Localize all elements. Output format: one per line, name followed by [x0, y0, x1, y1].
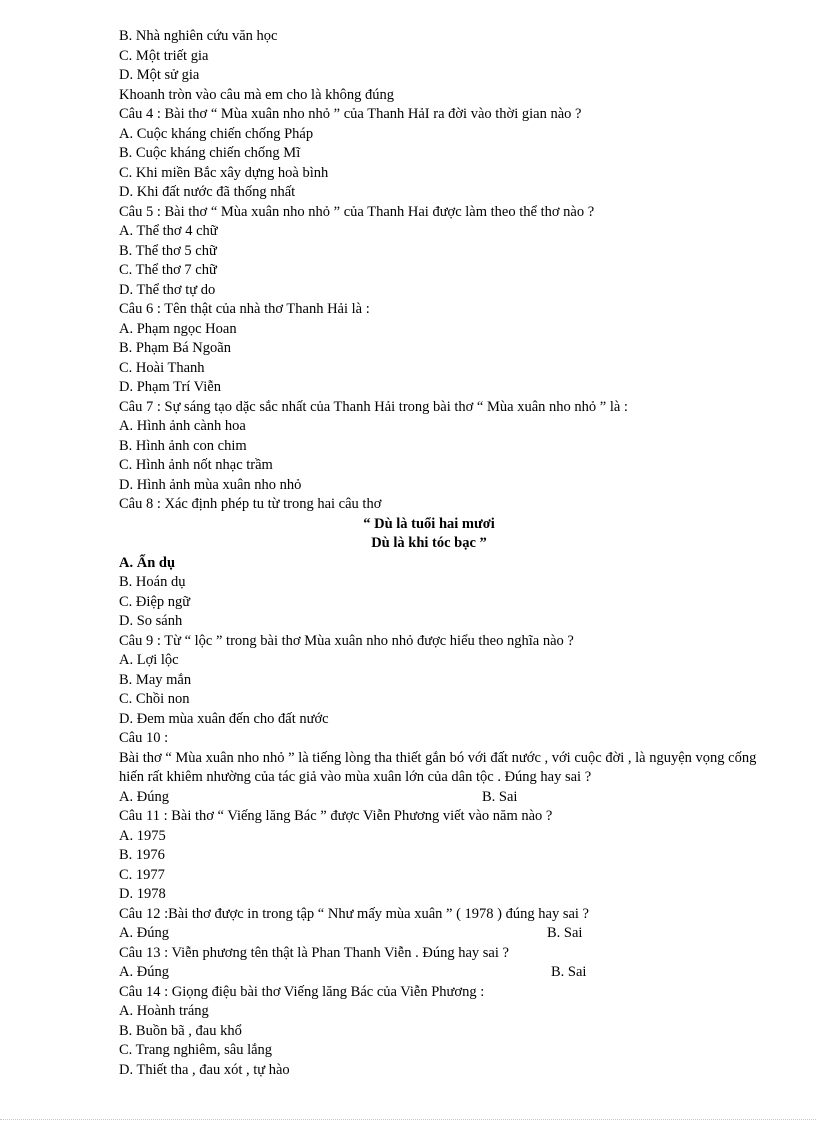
text-line: A. Phạm ngọc Hoan: [119, 320, 237, 337]
text-line: Khoanh tròn vào câu mà em cho là không đúng: [119, 86, 395, 103]
text-line: D. So sánh: [119, 613, 183, 629]
text-line: A. Hình ảnh cành hoa: [119, 418, 246, 434]
text-line: B. Hoán dụ: [119, 574, 186, 590]
text-line: D. Một sử gia: [119, 67, 200, 83]
poem-line-1: “ Dù là tuổi hai mươi: [363, 515, 495, 532]
text-line: A. Hoành tráng: [119, 1003, 209, 1019]
text-line: Câu 10 :: [119, 730, 169, 746]
q10-true-false: [119, 788, 759, 808]
text-line: D. Thiết tha , đau xót , tự hào: [119, 1061, 290, 1078]
text-line: D. Hình ảnh mùa xuân nho nhỏ: [119, 476, 302, 493]
q10-text: Bài thơ “ Mùa xuân nho nhỏ ” là tiếng lòng tha thiết gắn bó với đất nước , với cuộc đời , là nguyện vọng cống hiến rất khiêm nhường của tác giả vào mùa xuân lớn của dân tộc . Đúng hay sai ?: [119, 749, 757, 785]
text-line: D. 1978: [119, 886, 166, 902]
text-line: B. Nhà nghiên cứu văn học: [119, 28, 278, 44]
text-line: C. Hoài Thanh: [119, 359, 205, 376]
text-line: D. Thể thơ tự do: [119, 281, 216, 298]
questions-part-2: [119, 573, 759, 749]
text-line: Câu 6 : Tên thật của nhà thơ Thanh Hải là :: [119, 301, 370, 317]
text-line: Câu 5 : Bài thơ “ Mùa xuân nho nhỏ ” của Thanh Hai được làm theo thể thơ nào ?: [119, 203, 595, 220]
q12-option-true: A. Đúng: [119, 925, 169, 941]
text-line: C. Hình ảnh nốt nhạc trầm: [119, 457, 273, 473]
text-line: B. May mắn: [119, 671, 192, 688]
text-line: A. Lợi lộc: [119, 652, 179, 668]
text-line: C. Điệp ngữ: [119, 593, 191, 610]
q13-option-false: B. Sai: [551, 964, 587, 980]
text-line: Câu 4 : Bài thơ “ Mùa xuân nho nhỏ ” của Thanh HảI ra đời vào thời gian nào ?: [119, 106, 582, 122]
poem-line-2: Dù là khi tóc bạc ”: [371, 535, 487, 551]
text-line: D. Phạm Trí Viễn: [119, 379, 221, 395]
text-line: B. 1976: [119, 847, 165, 863]
text-line: D. Khi đất nước đã thống nhất: [119, 184, 296, 200]
text-line: Câu 7 : Sự sáng tạo dặc sắc nhất của Thanh Hải trong bài thơ “ Mùa xuân nho nhỏ ” là :: [119, 398, 628, 415]
text-line: C. Một triết gia: [119, 47, 209, 64]
text-line: C. Thể thơ 7 chữ: [119, 262, 217, 278]
text-line: B. Cuộc kháng chiến chống Mĩ: [119, 145, 301, 161]
text-line: B. Buồn bã , đau khổ: [119, 1022, 242, 1039]
text-line: C. Trang nghiêm, sâu lắng: [119, 1042, 273, 1058]
text-line: B. Phạm Bá Ngoãn: [119, 340, 231, 356]
text-line: B. Thể thơ 5 chữ: [119, 242, 217, 259]
text-line: Câu 9 : Từ “ lộc ” trong bài thơ Mùa xuân nho nhỏ được hiểu theo nghĩa nào ?: [119, 632, 574, 649]
text-line: Câu 12 :Bài thơ được in trong tập “ Như mấy mùa xuân ” ( 1978 ) đúng hay sai ?: [119, 905, 589, 922]
q10-option-false: B. Sai: [482, 788, 518, 805]
q13-true-false: [119, 963, 759, 983]
questions-part-1: [119, 27, 759, 515]
text-line: C. Chồi non: [119, 691, 190, 707]
q10-option-true: A. Đúng: [119, 788, 169, 805]
q8-answer-a: A. Ẩn dụ: [119, 554, 176, 571]
text-line: D. Đem mùa xuân đến cho đất nước: [119, 710, 329, 727]
text-line: C. 1977: [119, 866, 165, 883]
text-line: A. Cuộc kháng chiến chống Pháp: [119, 125, 314, 142]
q12-option-false: B. Sai: [547, 925, 583, 941]
q13-option-true: A. Đúng: [119, 964, 169, 980]
text-line: A. 1975: [119, 827, 166, 844]
q13-question: Câu 13 : Viễn phương tên thật là Phan Thanh Viễn . Đúng hay sai ?: [119, 944, 509, 961]
text-line: C. Khi miền Bắc xây dựng hoà bình: [119, 164, 329, 181]
questions-part-4: [119, 983, 759, 1081]
q12-true-false: [119, 924, 759, 944]
questions-part-3: [119, 807, 759, 924]
text-line: Câu 11 : Bài thơ “ Viếng lăng Bác ” được Viễn Phương viết vào năm nào ?: [119, 808, 553, 824]
text-line: A. Thể thơ 4 chữ: [119, 223, 218, 239]
text-line: Câu 8 : Xác định phép tu từ trong hai câu thơ: [119, 496, 382, 512]
document-body: [119, 27, 759, 1080]
text-line: B. Hình ảnh con chim: [119, 437, 247, 454]
page-bottom-border: [0, 1119, 816, 1120]
text-line: Câu 14 : Giọng điệu bài thơ Viếng lăng Bác của Viễn Phương :: [119, 983, 485, 1000]
